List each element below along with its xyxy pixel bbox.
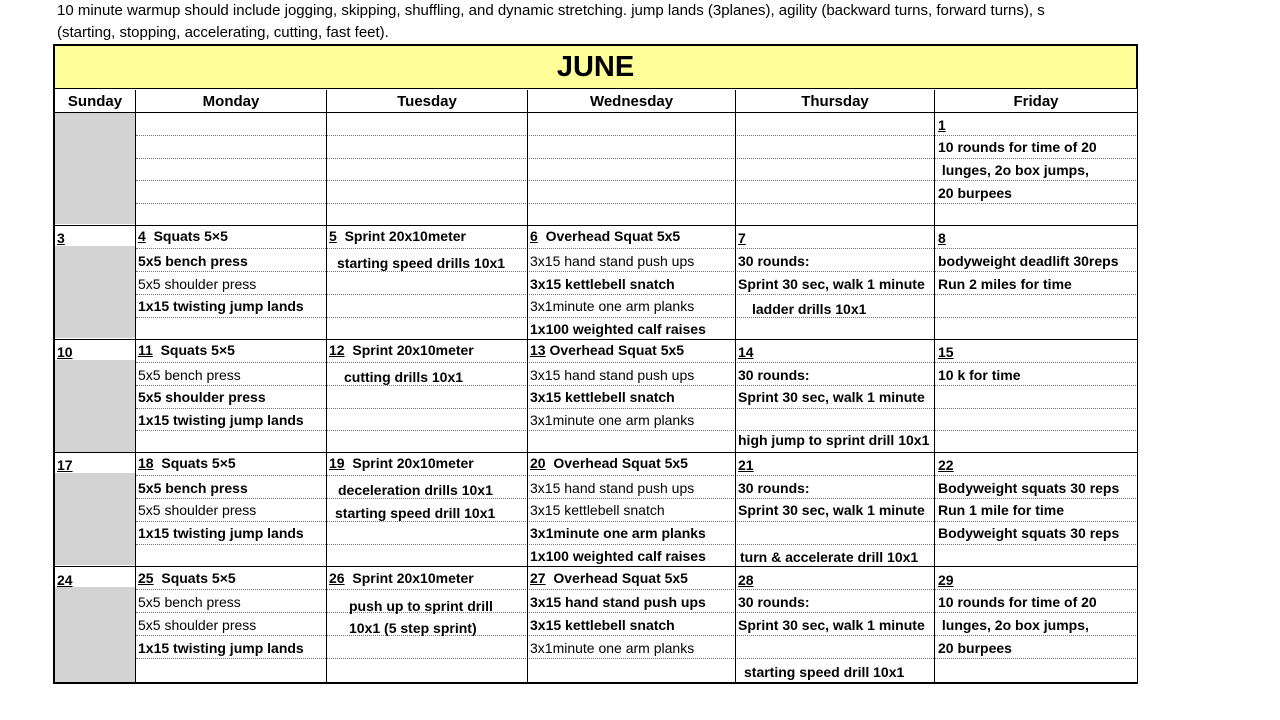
sunday-shade bbox=[55, 360, 135, 452]
workout-line: starting speed drills 10x1 bbox=[337, 255, 506, 271]
day-header-sunday: Sunday bbox=[67, 92, 123, 110]
dotted-line bbox=[136, 271, 1138, 272]
date-number: 19 bbox=[329, 455, 345, 471]
workout-title: Squats 5×5 bbox=[161, 570, 236, 586]
june-calendar bbox=[53, 44, 1138, 684]
month-title-bar bbox=[53, 44, 1138, 89]
dotted-line bbox=[136, 658, 1138, 659]
date-number: 27 bbox=[530, 570, 546, 586]
date-number: 3 bbox=[57, 230, 65, 246]
workout-line: high jump to sprint drill 10x1 bbox=[738, 432, 930, 448]
date-number: 1 bbox=[938, 117, 946, 133]
workout-title: Sprint 20x10meter bbox=[352, 570, 474, 586]
workout-line: 3x15 hand stand push ups bbox=[530, 253, 695, 269]
workout-line: cutting drills 10x1 bbox=[344, 369, 464, 385]
dotted-line bbox=[136, 475, 1138, 476]
warmup-line-1: 10 minute warmup should include jogging, skipping, shuffling, and dynamic stretching. jump lands (3planes), agility (backward turns, forward turns), s bbox=[57, 2, 1045, 19]
workout-line: 30 rounds: bbox=[738, 594, 810, 610]
workout-line: 10 rounds for time of 20 bbox=[938, 594, 1097, 610]
date-number: 5 bbox=[329, 228, 337, 244]
date-number: 20 bbox=[530, 455, 546, 471]
date-number: 6 bbox=[530, 228, 538, 244]
workout-title: Squats 5×5 bbox=[153, 228, 228, 244]
workout-line: 5x5 shoulder press bbox=[138, 617, 257, 633]
date-number: 17 bbox=[57, 457, 73, 473]
calendar-border bbox=[53, 682, 1138, 684]
workout-title: Squats 5×5 bbox=[160, 342, 235, 358]
date-number: 22 bbox=[938, 457, 954, 473]
grid-line bbox=[135, 90, 136, 682]
grid-line bbox=[53, 112, 1138, 113]
workout-line: 5x5 bench press bbox=[138, 594, 241, 610]
date-number: 29 bbox=[938, 572, 954, 588]
date-number: 21 bbox=[738, 457, 754, 473]
workout-line: 3x1minute one arm planks bbox=[530, 412, 695, 428]
sunday-shade bbox=[55, 113, 135, 224]
workout-title: Sprint 20x10meter bbox=[352, 342, 474, 358]
workout-line: lunges, 2o box jumps, bbox=[938, 162, 1089, 178]
date-number: 18 bbox=[138, 455, 154, 471]
dotted-line bbox=[136, 317, 1138, 318]
workout-line: push up to sprint drill bbox=[349, 598, 493, 614]
workout-line: 5x5 bench press bbox=[138, 480, 248, 496]
sunday-shade bbox=[55, 587, 135, 682]
workout-title: Overhead Squat 5x5 bbox=[549, 342, 685, 358]
workout-line: 3x15 hand stand push ups bbox=[530, 594, 706, 610]
dotted-line bbox=[136, 544, 1138, 545]
day-header-friday: Friday bbox=[1013, 92, 1059, 110]
workout-line: Bodyweight squats 30 reps bbox=[938, 525, 1120, 541]
workout-line: 3x1minute one arm planks bbox=[530, 298, 695, 314]
workout-line: Bodyweight squats 30 reps bbox=[938, 480, 1120, 496]
dotted-line bbox=[136, 635, 1138, 636]
calendar-border bbox=[1137, 44, 1138, 684]
workout-line: 10 rounds for time of 20 bbox=[938, 139, 1097, 155]
workout-line: 30 rounds: bbox=[738, 367, 810, 383]
dotted-line bbox=[136, 521, 1138, 522]
workout-line: starting speed drill 10x1 bbox=[335, 505, 496, 521]
calendar-border bbox=[53, 44, 55, 684]
workout-title: Sprint 20x10meter bbox=[344, 228, 466, 244]
grid-line bbox=[527, 90, 528, 682]
date-number: 12 bbox=[329, 342, 345, 358]
dotted-line bbox=[136, 362, 1138, 363]
date-number: 14 bbox=[738, 344, 754, 360]
workout-line: deceleration drills 10x1 bbox=[338, 482, 493, 498]
dotted-line bbox=[136, 589, 1138, 590]
workout-line: 1x15 twisting jump lands bbox=[138, 525, 304, 541]
workout-line: 1x15 twisting jump lands bbox=[138, 640, 304, 656]
workout-line: 3x1minute one arm planks bbox=[530, 640, 695, 656]
workout-title: Sprint 20x10meter bbox=[352, 455, 474, 471]
date-number: 24 bbox=[57, 572, 73, 588]
workout-title: Overhead Squat 5x5 bbox=[545, 228, 681, 244]
workout-line: turn & accelerate drill 10x1 bbox=[740, 549, 919, 565]
workout-line: starting speed drill 10x1 bbox=[744, 664, 905, 680]
workout-line: 3x15 hand stand push ups bbox=[530, 367, 695, 383]
workout-line: 20 burpees bbox=[938, 640, 1012, 656]
day-header-monday: Monday bbox=[202, 92, 260, 110]
grid-line bbox=[53, 566, 1138, 567]
workout-line: 3x1minute one arm planks bbox=[530, 525, 706, 541]
dotted-line bbox=[136, 248, 1138, 249]
month-title: JUNE bbox=[556, 50, 635, 83]
dotted-line bbox=[136, 408, 1138, 409]
warmup-instructions bbox=[57, 0, 1137, 44]
workout-line: bodyweight deadlift 30reps bbox=[938, 253, 1119, 269]
date-number: 15 bbox=[938, 344, 954, 360]
grid-line bbox=[326, 90, 327, 682]
workout-line: 20 burpees bbox=[938, 185, 1012, 201]
workout-line: ladder drills 10x1 bbox=[752, 301, 867, 317]
warmup-line-2: (starting, stopping, accelerating, cutting, fast feet). bbox=[57, 24, 389, 41]
dotted-line bbox=[136, 385, 1138, 386]
workout-line: 10x1 (5 step sprint) bbox=[349, 620, 477, 636]
dotted-line bbox=[136, 612, 1138, 613]
workout-line: Sprint 30 sec, walk 1 minute bbox=[738, 617, 925, 633]
date-number: 13 bbox=[530, 342, 546, 358]
workout-line: 30 rounds: bbox=[738, 480, 810, 496]
dotted-line bbox=[136, 430, 1138, 431]
workout-line: 3x15 hand stand push ups bbox=[530, 480, 695, 496]
dotted-line bbox=[136, 180, 1138, 181]
grid-line bbox=[934, 90, 935, 682]
workout-line: 5x5 bench press bbox=[138, 367, 241, 383]
date-number: 10 bbox=[57, 344, 73, 360]
workout-line: 5x5 bench press bbox=[138, 253, 248, 269]
workout-line: 1x15 twisting jump lands bbox=[138, 298, 304, 314]
dotted-line bbox=[136, 203, 1138, 204]
workout-line: 5x5 shoulder press bbox=[138, 502, 257, 518]
date-number: 11 bbox=[138, 342, 153, 358]
workout-title: Overhead Squat 5x5 bbox=[553, 455, 688, 471]
workout-line: lunges, 2o box jumps, bbox=[938, 617, 1089, 633]
date-number: 8 bbox=[938, 230, 946, 246]
workout-line: Run 1 mile for time bbox=[938, 502, 1065, 518]
grid-line bbox=[735, 90, 736, 682]
workout-line: 5x5 shoulder press bbox=[138, 276, 257, 292]
dotted-line bbox=[136, 294, 1138, 295]
workout-line: 10 k for time bbox=[938, 367, 1021, 383]
workout-line: 3x15 kettlebell snatch bbox=[530, 276, 675, 292]
dotted-line bbox=[136, 158, 1138, 159]
workout-title: Overhead Squat 5x5 bbox=[553, 570, 688, 586]
workout-line: Run 2 miles for time bbox=[938, 276, 1072, 292]
dotted-line bbox=[136, 498, 1138, 499]
workout-line: Sprint 30 sec, walk 1 minute bbox=[738, 276, 925, 292]
workout-line: 1x15 twisting jump lands bbox=[138, 412, 304, 428]
date-number: 7 bbox=[738, 230, 746, 246]
workout-line: 30 rounds: bbox=[738, 253, 810, 269]
dotted-line bbox=[136, 135, 1138, 136]
workout-line: Sprint 30 sec, walk 1 minute bbox=[738, 502, 925, 518]
workout-line: 3x15 kettlebell snatch bbox=[530, 617, 675, 633]
workout-line: 3x15 kettlebell snatch bbox=[530, 389, 675, 405]
workout-line: Sprint 30 sec, walk 1 minute bbox=[738, 389, 925, 405]
sunday-shade bbox=[55, 473, 135, 565]
date-number: 4 bbox=[138, 228, 146, 244]
day-header-wednesday: Wednesday bbox=[589, 92, 674, 110]
workout-line: 1x100 weighted calf raises bbox=[530, 548, 706, 564]
workout-title: Squats 5×5 bbox=[161, 455, 236, 471]
sunday-shade bbox=[55, 246, 135, 338]
date-number: 28 bbox=[738, 572, 754, 588]
day-header-tuesday: Tuesday bbox=[397, 92, 457, 110]
workout-line: 3x15 kettlebell snatch bbox=[530, 502, 665, 518]
date-number: 25 bbox=[138, 570, 154, 586]
day-header-thursday: Thursday bbox=[801, 92, 869, 110]
date-number: 26 bbox=[329, 570, 345, 586]
workout-line: 1x100 weighted calf raises bbox=[530, 321, 706, 337]
workout-line: 5x5 shoulder press bbox=[138, 389, 266, 405]
